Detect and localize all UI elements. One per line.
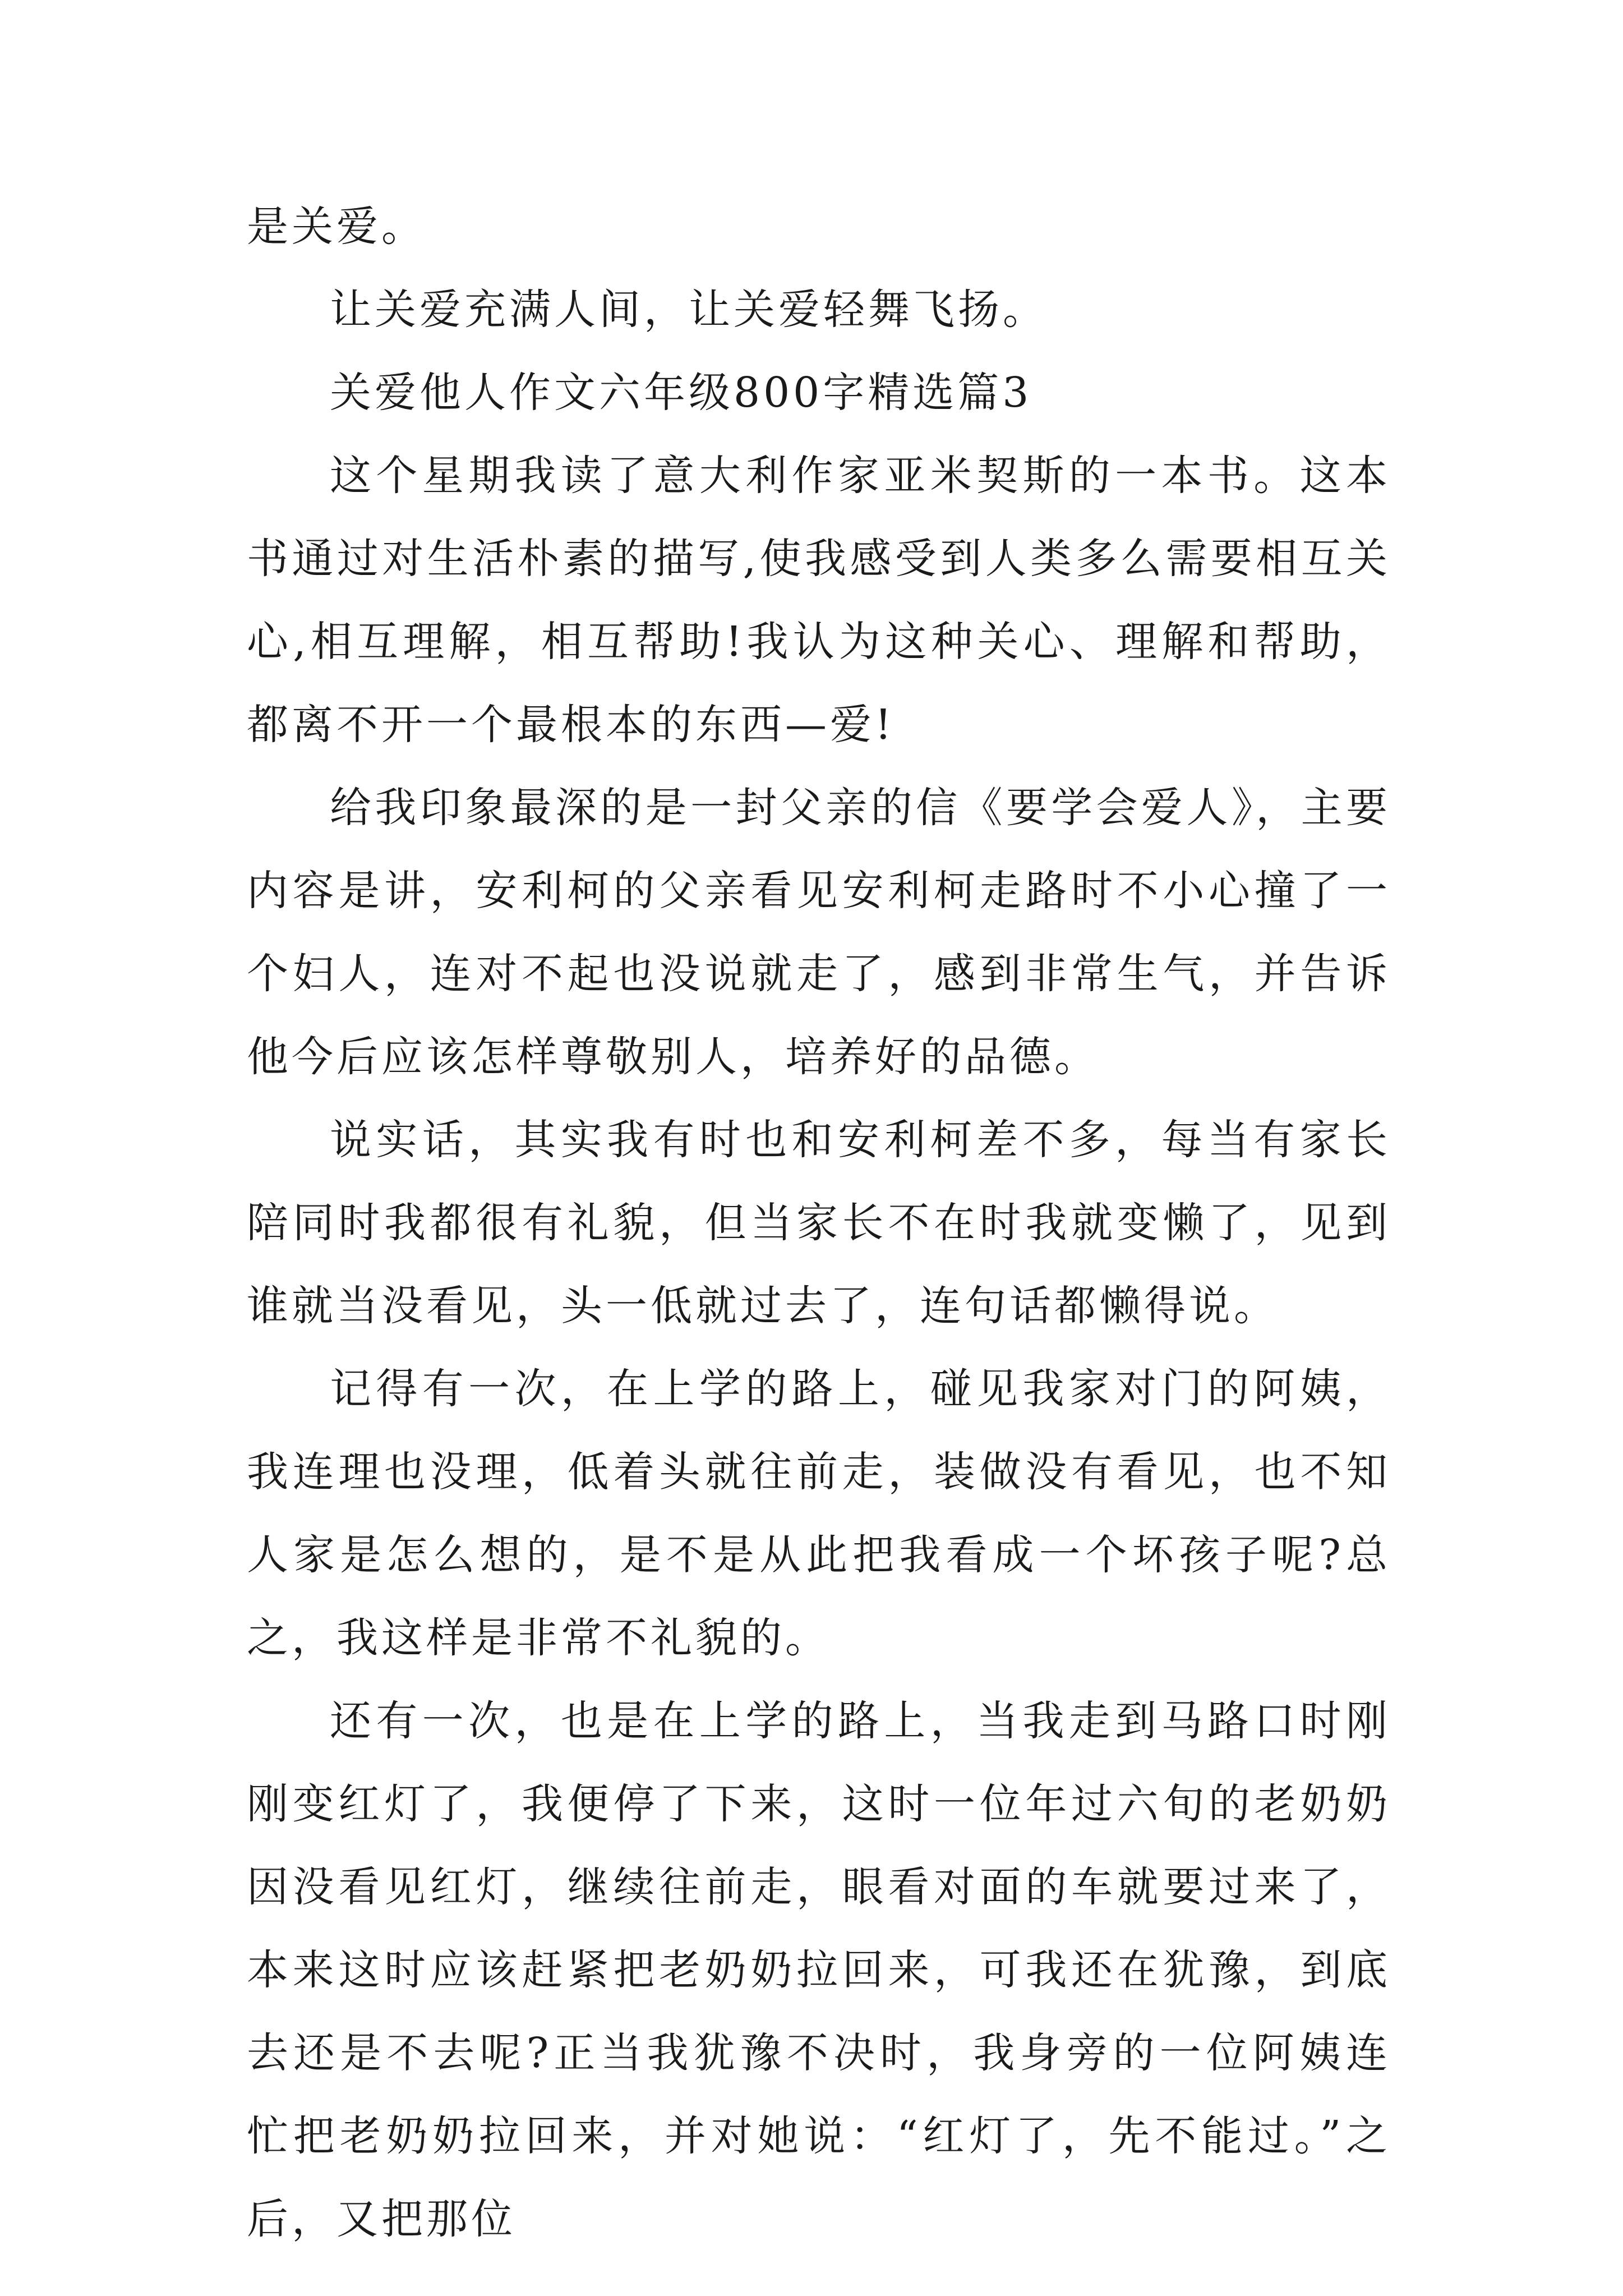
document-body [247, 185, 1391, 2261]
paragraph: 记得有一次，在上学的路上，碰见我家对门的阿姨，我连理也没理，低着头就往前走，装做没有看见，也不知人家是怎么想的，是不是从此把我看成一个坏孩子呢?总之，我这样是非常不礼貌的。 [247, 1365, 1391, 1662]
paragraph-continuation: 是关爱。 [247, 203, 426, 251]
paragraph: 这个星期我读了意大利作家亚米契斯的一本书。这本书通过对生活朴素的描写,使我感受到人类多么需要相互关心,相互理解，相互帮助!我认为这种关心、理解和帮助，都离不开一个最根本的东西—爱! [247, 452, 1391, 749]
paragraph: 说实话，其实我有时也和安利柯差不多，每当有家长陪同时我都很有礼貌，但当家长不在时我就变懒了，见到谁就当没看见，头一低就过去了，连句话都懒得说。 [247, 1116, 1391, 1330]
paragraph: 还有一次，也是在上学的路上，当我走到马路口时刚刚变红灯了，我便停了下来，这时一位年过六旬的老奶奶因没看见红灯，继续往前走，眼看对面的车就要过来了，本来这时应该赶紧把老奶奶拉回来，可我还在犹豫，到底去还是不去呢?正当我犹豫不决时，我身旁的一位阿姨连忙把老奶奶拉回来，并对她说：“红灯了，先不能过。”之后，又把那位 [247, 1697, 1391, 2243]
paragraph: 给我印象最深的是一封父亲的信《要学会爱人》，主要内容是讲，安利柯的父亲看见安利柯走路时不小心撞了一个妇人，连对不起也没说就走了，感到非常生气，并告诉他今后应该怎样尊敬别人，培养好的品德。 [247, 784, 1391, 1081]
section-heading: 关爱他人作文六年级800字精选篇3 [330, 369, 1032, 417]
paragraph: 让关爱充满人间，让关爱轻舞飞扬。 [330, 286, 1048, 334]
